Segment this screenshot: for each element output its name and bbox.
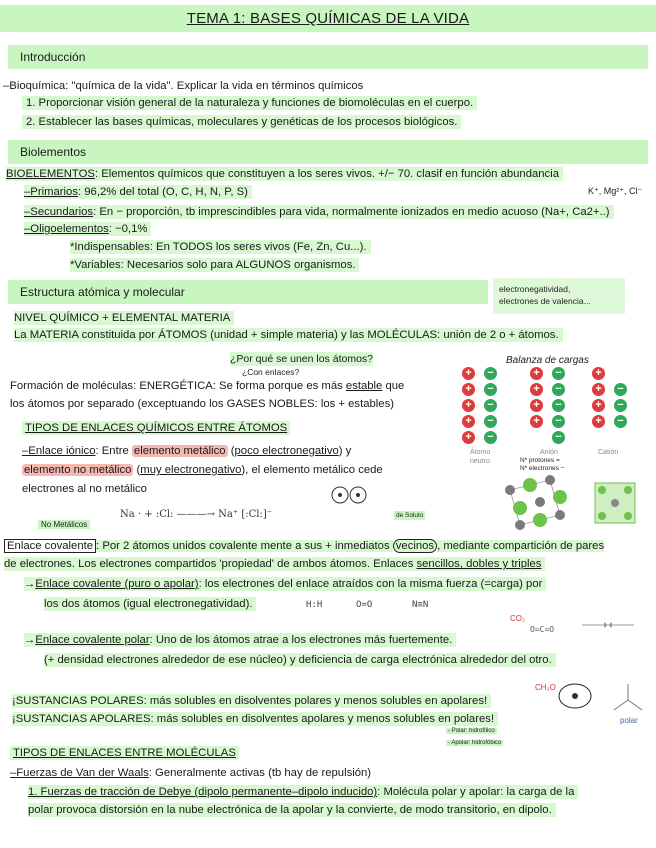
apolar-line-2: los dos átomos (igual electronegatividad). xyxy=(44,597,256,611)
primarios-text: : 96,2% del total (O, C, H, N, P, S) xyxy=(78,186,248,198)
label-anion: Anión xyxy=(540,449,558,456)
subheading-enlaces-moleculas: TIPOS DE ENLACES ENTRE MOLÉCULAS xyxy=(10,746,239,760)
vdw-line-1 xyxy=(10,766,371,780)
proton-icon: + xyxy=(530,399,543,412)
sticky-line-2: electrones de valencia... xyxy=(499,296,591,306)
term-covalente: Enlace covalente xyxy=(4,539,96,553)
proton-icon: + xyxy=(592,399,605,412)
balanza-label: Balanza de cargas xyxy=(506,355,589,366)
electron-icon: − xyxy=(484,383,497,396)
proton-icon: + xyxy=(530,415,543,428)
electron-icon: − xyxy=(552,431,565,444)
apolar-text: : los electrones del enlace atraídos con la misma fuerza (=carga) por xyxy=(198,578,543,590)
estr-line-3 xyxy=(10,379,404,393)
proton-icon: + xyxy=(592,415,605,428)
electron-icon: − xyxy=(484,399,497,412)
electron-icon: − xyxy=(614,383,627,396)
cl-ion-symbol: Cl xyxy=(248,509,260,520)
term-bioelementos: BIOELEMENTOS xyxy=(6,168,95,180)
molecule-sketch-icon xyxy=(555,676,595,716)
electron-icon: − xyxy=(614,399,627,412)
bio-line-2 xyxy=(24,185,252,199)
atom-sketch-icon xyxy=(330,485,370,515)
metalico-highlight: elemento metálico xyxy=(133,445,226,457)
section-title: Introducción xyxy=(20,50,86,64)
vdw-line-3: polar provoca distorsión en la nube electrónica de la apolar y la convierte, de modo transitorio, en dipolo. xyxy=(28,803,556,817)
electron-icon: − xyxy=(552,383,565,396)
label-atomo: Átomo xyxy=(470,449,491,456)
sustancias-polares: ¡SUSTANCIAS POLARES: más solubles en disolventes polares y menos solubles en apolares! xyxy=(12,694,491,708)
dipole-arrows-icon xyxy=(580,618,636,632)
co2-formula: O=C=O xyxy=(530,625,555,634)
ch2o-label: CH₂O xyxy=(535,683,556,692)
proton-icon: + xyxy=(592,383,605,396)
proton-icon: + xyxy=(530,367,543,380)
electron-icon: − xyxy=(614,415,627,428)
bio-definition: : Elementos químicos que constituyen a los seres vivos. +/− 70. clasif en función abundancia xyxy=(94,168,560,180)
enlace-types: sencillos, dobles y triples xyxy=(416,558,542,570)
section-header-bioelementos xyxy=(8,140,648,164)
term-van-der-waals: –Fuerzas de Van der Waals xyxy=(10,767,149,779)
covalente-line-2 xyxy=(4,557,545,571)
term-debye: 1. Fuerzas de tracción de Debye (dipolo permanente–dipolo inducido) xyxy=(28,786,378,798)
term-oligoelementos: –Oligoelementos xyxy=(24,223,109,235)
vecinos-word: vecinos xyxy=(393,539,437,553)
polar-line-2: (+ densidad electrones alrededor de ese núcleo) y deficiencia de carga electrónica alrededor del otro. xyxy=(44,653,556,667)
intro-line-1: –Bioquímica: "química de la vida". Explicar la vida en términos químicos xyxy=(3,80,364,92)
page-title: TEMA 1: BASES QUÍMICAS DE LA VIDA xyxy=(186,10,470,27)
debye-text: : Molécula polar y apolar: la carga de la xyxy=(377,786,575,798)
term-ionico: –Enlace iónico xyxy=(22,445,96,457)
bio-line-6: *Variables: Necesarios solo para ALGUNOS organismos. xyxy=(70,258,359,272)
n2-formula: N≡N xyxy=(412,600,429,610)
section-header-intro xyxy=(8,45,648,69)
electron-icon: − xyxy=(484,415,497,428)
poco-electroneg: poco electronegativo xyxy=(234,445,339,457)
ionico-line-1 xyxy=(22,444,351,458)
section-title: Estructura atómica y molecular xyxy=(20,285,185,299)
muy-electroneg: muy electronegativo xyxy=(140,464,242,476)
soluto-note: de Soluto xyxy=(396,512,424,519)
term-primarios: –Primarios xyxy=(24,186,78,198)
o2-formula: O=O xyxy=(356,600,373,610)
ionic-lattice-icon xyxy=(590,478,640,528)
term-apolar: Enlace covalente (puro o apolar) xyxy=(35,578,199,590)
nometalico-highlight: elemento no metálico xyxy=(24,464,132,476)
proton-icon: + xyxy=(462,383,475,396)
ionico-line-2 xyxy=(22,463,383,477)
sticky-note xyxy=(493,278,625,314)
covalente-line-1 xyxy=(4,539,604,553)
intro-line-3: 2. Establecer las bases químicas, moleculares y genéticas de los procesos biológicos. xyxy=(22,115,461,129)
electron-icon: − xyxy=(552,367,565,380)
nacl-crystal-icon xyxy=(500,470,570,540)
co2-label: CO₂ xyxy=(510,614,526,623)
covalente-end: , mediante compartición de pares xyxy=(437,540,605,552)
formacion-end: que xyxy=(382,380,405,392)
h2-formula: H:H xyxy=(306,600,323,610)
hidro-note-2: - Apolar: hidrofóbico xyxy=(448,740,502,746)
bio-line-4 xyxy=(24,222,151,236)
electrones-note: Nº electrones − xyxy=(520,465,565,472)
vdw-text: : Generalmente activas (tb hay de repulsión) xyxy=(148,767,372,779)
charge-diagram xyxy=(458,365,638,445)
oligo-text: : −0,1% xyxy=(108,223,148,235)
ionico-paren: ( xyxy=(227,445,235,457)
polar-molecule-icon xyxy=(608,680,648,716)
estr-line-4: los átomos por separado (exceptuando los GASES NOBLES: los + estables) xyxy=(10,398,394,410)
bio-line-5: *Indispensables: En TODOS los seres vivos (Fe, Zn, Cu...). xyxy=(70,240,371,254)
proton-icon: + xyxy=(462,415,475,428)
bio-line-1 xyxy=(6,167,563,181)
bio-line-3 xyxy=(24,205,614,219)
na-ion-symbol: Na xyxy=(218,509,233,520)
proton-icon: + xyxy=(530,383,543,396)
label-cation: Catión xyxy=(598,449,619,456)
ionico-end: ) y xyxy=(338,445,352,457)
ionico2-paren: ( xyxy=(133,464,141,476)
ions-note: K⁺, Mg²⁺, Cl⁻ xyxy=(588,186,643,196)
ionico-text: : Entre xyxy=(95,445,132,457)
polar-label: polar xyxy=(620,716,638,725)
label-neutro: neutro xyxy=(470,458,490,465)
secundarios-text: : En − proporción, tb imprescindibles para vida, normalmente ionizados en medio acuoso (Na+, Ca2+..) xyxy=(93,206,610,218)
proton-icon: + xyxy=(462,399,475,412)
nacl-reaction: Na · + :Cl: ———→ Na⁺ [:Cl:]⁻ xyxy=(120,509,273,520)
polar-text: : Uno de los átomos atrae a los electrones más fuertemente. xyxy=(149,634,453,646)
term-polar: Enlace covalente polar xyxy=(35,634,150,646)
term-secundarios: –Secundarios xyxy=(24,206,94,218)
intro-line-2: 1. Proporcionar visión general de la naturaleza y funciones de biomoléculas en el cuerpo. xyxy=(22,96,477,110)
electron-icon: − xyxy=(484,367,497,380)
cl-symbol: Cl xyxy=(159,509,171,520)
ionico-line-3: electrones al no metálico xyxy=(22,483,147,495)
na-symbol: Na xyxy=(120,509,135,520)
hidro-note-1: - Polar: hidrofílico xyxy=(448,728,495,734)
formacion-text: Formación de moléculas: ENERGÉTICA: Se forma porque es más xyxy=(10,380,346,392)
covalente-text: : Por 2 átomos unidos covalente mente a sus + inmediatos xyxy=(96,540,393,552)
sustancias-apolares: ¡SUSTANCIAS APOLARES: más solubles en disolventes apolares y menos solubles en polares! xyxy=(12,712,498,726)
sticky-line-1: electronegatividad, xyxy=(499,284,571,294)
estr-line-1: NIVEL QUÍMICO + ELEMENTAL MATERIA xyxy=(14,311,234,325)
proton-icon: + xyxy=(462,431,475,444)
vdw-line-2 xyxy=(28,785,578,799)
electron-icon: − xyxy=(552,399,565,412)
estable-word: estable xyxy=(345,380,383,392)
electron-icon: − xyxy=(484,431,497,444)
proton-icon: + xyxy=(462,367,475,380)
arrow-icon: → xyxy=(24,578,36,590)
covalente2-text: de electrones. Los electrones compartidos 'propiedad' de ambos átomos. Enlaces xyxy=(4,558,417,570)
nometalicos-note: No Metálicos xyxy=(38,520,90,529)
section-header-estructura xyxy=(8,280,488,304)
proton-icon: + xyxy=(592,367,605,380)
apolar-line-1 xyxy=(24,577,546,591)
question-note: ¿Con enlaces? xyxy=(242,367,300,377)
subheading-enlaces-atomos: TIPOS DE ENLACES QUÍMICOS ENTRE ÁTOMOS xyxy=(22,421,290,435)
protones-note: Nº protones = xyxy=(520,457,560,464)
question: ¿Por qué se unen los átomos? xyxy=(230,353,374,365)
estr-line-2: La MATERIA constituida por ÁTOMOS (unidad + simple materia) y las MOLÉCULAS: unión de 2 o + átomos. xyxy=(14,328,563,342)
polar-line-1 xyxy=(24,633,456,647)
arrow-icon: → xyxy=(24,634,36,646)
ionico2-end: ), el elemento metálico cede xyxy=(241,464,383,476)
section-title: Biolementos xyxy=(20,145,87,159)
electron-icon: − xyxy=(552,415,565,428)
